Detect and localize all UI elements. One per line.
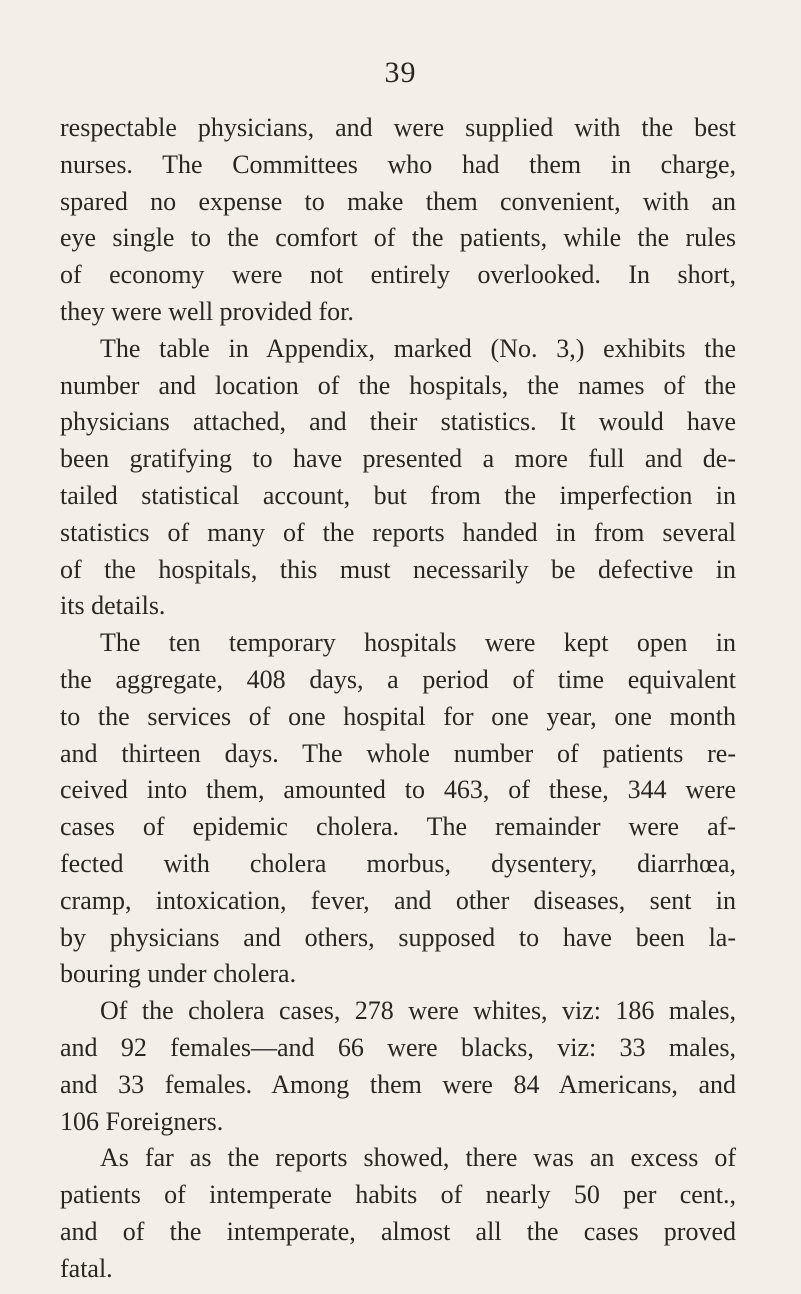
- text-line: respectable physicians, and were supplied with the best: [60, 113, 736, 142]
- text-line: Of the cholera cases, 278 were whites, viz: 186 males,: [100, 996, 736, 1026]
- text-line: ceived into them, amounted to 463, of these, 344 were: [60, 775, 736, 805]
- text-line: 106 Foreigners.: [60, 1106, 224, 1136]
- text-line: bouring under cholera.: [60, 959, 297, 989]
- text-line: physicians attached, and their statistics. It would have: [60, 407, 736, 437]
- text-line: eye single to the comfort of the patients, while the rules: [60, 223, 736, 253]
- text-line: number and location of the hospitals, the names of the: [60, 370, 736, 400]
- text-line: cramp, intoxication, fever, and other diseases, sent in: [60, 885, 736, 915]
- text-line: spared no expense to make them convenient, with an: [60, 186, 736, 216]
- text-line: As far as the reports showed, there was an excess of: [100, 1143, 736, 1173]
- text-line: of economy were not entirely overlooked. In short,: [60, 260, 736, 290]
- text-line: by physicians and others, supposed to have been la-: [60, 922, 736, 952]
- text-line: fected with cholera morbus, dysentery, diarrhœa,: [60, 848, 736, 878]
- body-text: [60, 110, 736, 1288]
- text-line: been gratifying to have presented a more full and de-: [60, 444, 736, 474]
- text-line: nurses. The Committees who had them in charge,: [60, 149, 736, 179]
- text-line: fatal.: [60, 1253, 113, 1283]
- text-line: they were well provided for.: [60, 296, 354, 326]
- text-line: its details.: [60, 591, 166, 621]
- text-line: The table in Appendix, marked (No. 3,) exhibits the: [100, 333, 736, 363]
- text-line: statistics of many of the reports handed in from several: [60, 517, 736, 547]
- text-line: The ten temporary hospitals were kept open in: [100, 628, 736, 658]
- text-line: and thirteen days. The whole number of patients re-: [60, 738, 736, 768]
- text-line: and 92 females—and 66 were blacks, viz: 33 males,: [60, 1032, 736, 1062]
- text-line: patients of intemperate habits of nearly 50 per cent.,: [60, 1180, 736, 1210]
- text-line: the aggregate, 408 days, a period of time equivalent: [60, 664, 736, 694]
- text-line: cases of epidemic cholera. The remainder were af-: [60, 812, 736, 842]
- text-line: and of the intemperate, almost all the cases proved: [60, 1216, 736, 1246]
- text-line: to the services of one hospital for one year, one month: [60, 701, 736, 731]
- page-number: 39: [384, 56, 417, 89]
- text-line: and 33 females. Among them were 84 Americans, and: [60, 1069, 736, 1099]
- text-line: tailed statistical account, but from the imperfection in: [60, 480, 736, 510]
- text-line: of the hospitals, this must necessarily be defective in: [60, 554, 736, 584]
